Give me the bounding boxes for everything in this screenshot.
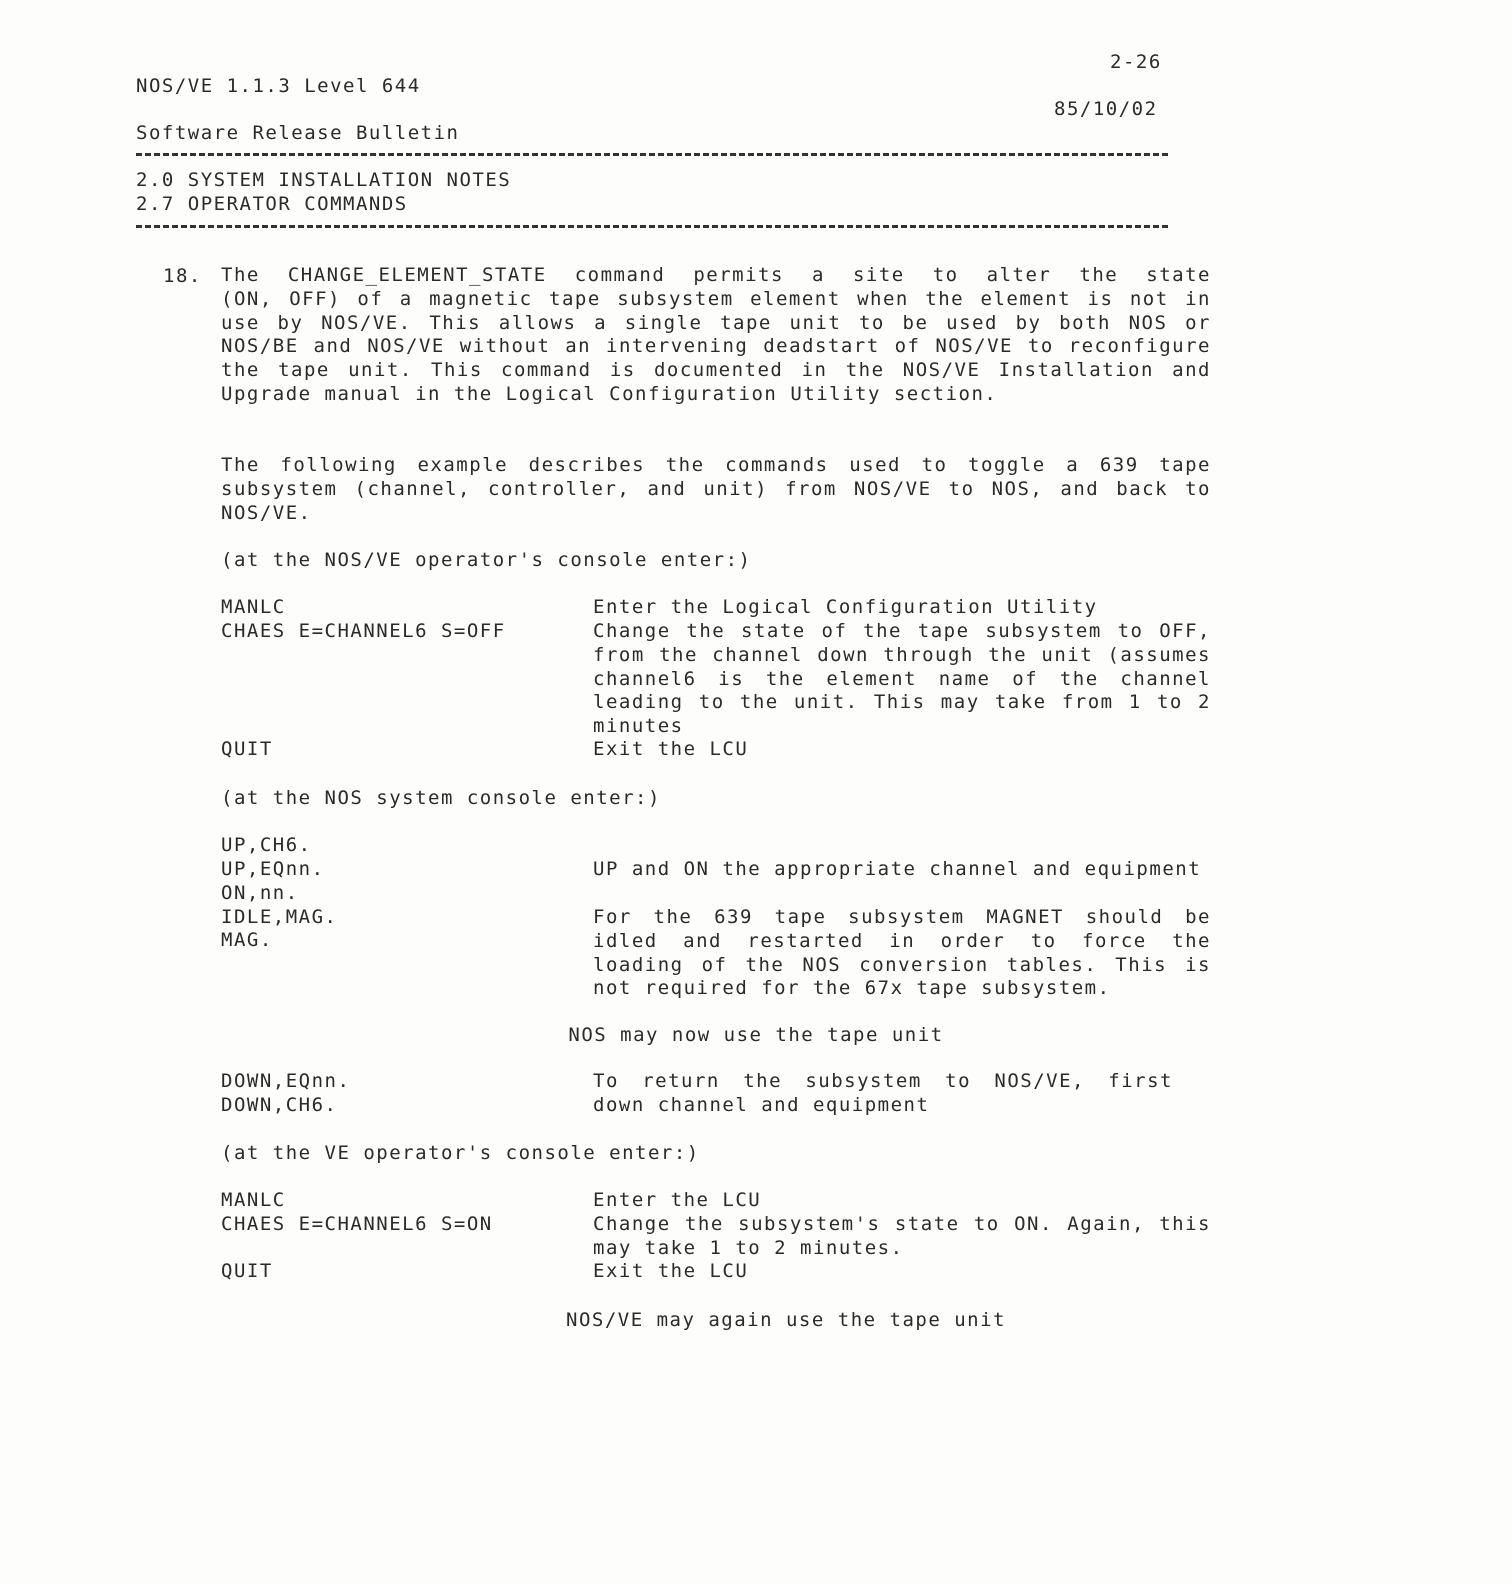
- step2-command: UP,EQnn.: [221, 858, 325, 880]
- item-paragraph-1-lead: The CHANGE_ELEMENT_STATE command permits a site to alter the state: [221, 264, 1211, 286]
- step4-command-manlc: MANLC: [221, 1189, 286, 1211]
- step1-heading: (at the NOS/VE operator's console enter:): [221, 549, 752, 571]
- step2-command: ON,nn.: [221, 882, 299, 904]
- header-rule-top: [136, 153, 1168, 156]
- page-number: 2-26: [1110, 51, 1162, 73]
- step3-command: DOWN,CH6.: [221, 1094, 338, 1116]
- item-paragraph-1: [221, 264, 1211, 407]
- step2-heading: (at the NOS system console enter:): [221, 787, 661, 809]
- step4-heading: (at the VE operator's console enter:): [221, 1142, 700, 1164]
- step4-desc-chaes: Change the subsystem's state to ON. Again, this may take 1 to 2 minutes.: [593, 1213, 1211, 1259]
- step1-command-manlc: MANLC: [221, 596, 286, 618]
- step2-command: UP,CH6.: [221, 834, 312, 856]
- step2-desc-up-on: UP and ON the appropriate channel and equipment: [593, 858, 1202, 880]
- step4-desc-quit: Exit the LCU: [593, 1260, 749, 1282]
- item-number: 18.: [163, 265, 202, 287]
- subsection-title: 2.7 OPERATOR COMMANDS: [136, 193, 408, 215]
- item-paragraph-1-body: (ON, OFF) of a magnetic tape subsystem element when the element is not in use by NOS/VE. This allows a single tape unit to be used by both NOS or NOS/BE and NOS/VE without an intervening deadstart of NOS/VE to reconfigure the tape unit. This command is documented in the NOS/VE Installation and Upgrade manual in the Logical Configuration Utility section.: [221, 287, 1211, 405]
- step2-command: MAG.: [221, 929, 273, 951]
- header-rule-bottom: [136, 225, 1168, 228]
- step4-command-chaes: CHAES E=CHANNEL6 S=ON: [221, 1213, 493, 1235]
- bulletin-title: Software Release Bulletin: [136, 122, 460, 144]
- step1-desc-chaes: Change the state of the tape subsystem to OFF, from the channel down through the unit (assumes channel6 is the element name of the channel leading to the unit. This may take from 1 to 2 minutes: [593, 620, 1211, 738]
- step1-command-chaes: CHAES E=CHANNEL6 S=OFF: [221, 620, 506, 642]
- step2-note: NOS may now use the tape unit: [568, 1024, 944, 1046]
- step2-command: IDLE,MAG.: [221, 906, 338, 928]
- step1-desc-manlc: Enter the Logical Configuration Utility: [593, 596, 1098, 618]
- release-date: 85/10/02: [1054, 98, 1158, 120]
- step4-note: NOS/VE may again use the tape unit: [566, 1309, 1006, 1331]
- step1-command-quit: QUIT: [221, 738, 273, 760]
- step3-command: DOWN,EQnn.: [221, 1070, 351, 1092]
- step2-desc-magnet: For the 639 tape subsystem MAGNET should be idled and restarted in order to force the loading of the NOS conversion tables. This is not required for the 67x tape subsystem.: [593, 906, 1211, 1000]
- item-paragraph-2: The following example describes the commands used to toggle a 639 tape subsystem (channel, controller, and unit) from NOS/VE to NOS, and back to NOS/VE.: [221, 454, 1211, 524]
- step3-desc: To return the subsystem to NOS/VE, first down channel and equipment: [593, 1070, 1173, 1116]
- section-title: 2.0 SYSTEM INSTALLATION NOTES: [136, 169, 512, 191]
- product-version: NOS/VE 1.1.3 Level 644: [136, 75, 421, 97]
- step4-command-quit: QUIT: [221, 1260, 273, 1282]
- step1-desc-quit: Exit the LCU: [593, 738, 749, 760]
- step4-desc-manlc: Enter the LCU: [593, 1189, 762, 1211]
